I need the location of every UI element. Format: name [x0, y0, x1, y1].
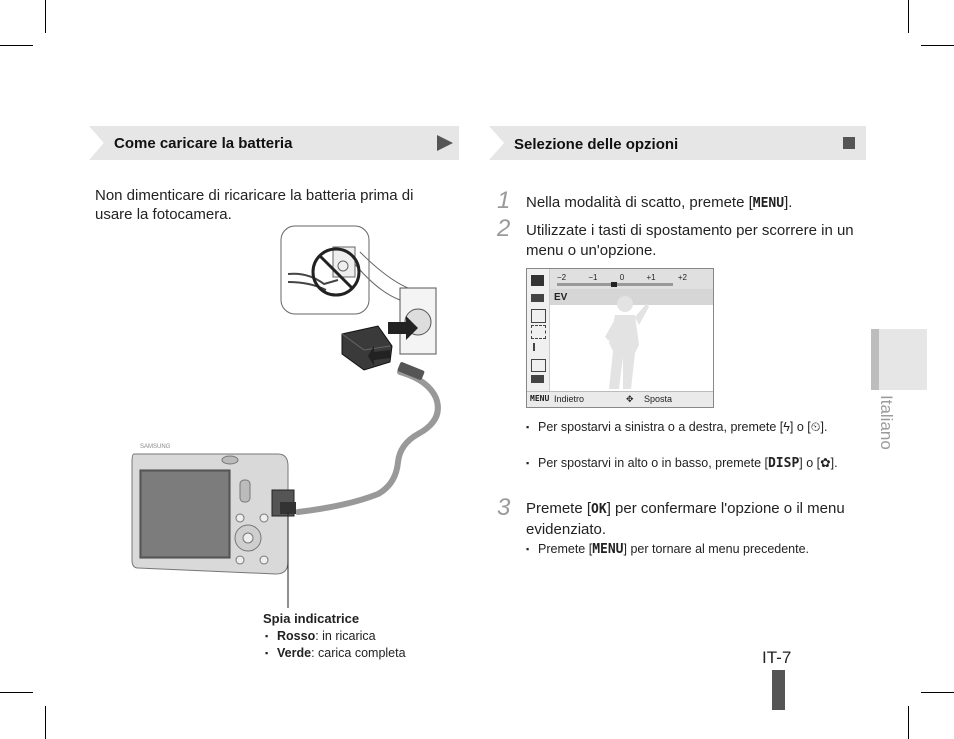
- metering-icon: [531, 359, 546, 372]
- focus-icon: [533, 343, 544, 351]
- bullet-left-right: [526, 418, 838, 436]
- language-tab-edge: [871, 329, 879, 390]
- bullet-text: ] o [: [799, 456, 821, 470]
- language-label: Italiano: [877, 395, 896, 450]
- bullet-text: ].: [820, 420, 828, 434]
- ev-tick-label: −2: [557, 273, 567, 282]
- iso-icon: [531, 294, 544, 302]
- ev-tick-label: +1: [646, 273, 656, 282]
- menu-key: MENU: [592, 542, 624, 557]
- ev-icon: [531, 275, 544, 286]
- caption-term: Rosso: [277, 629, 316, 643]
- menu-key: MENU: [530, 394, 550, 403]
- crop-mark: [45, 706, 46, 739]
- crop-mark: [908, 706, 909, 739]
- move-icon: ✥: [626, 394, 634, 404]
- section-title-left: Come caricare la batteria: [114, 135, 293, 152]
- caption-desc: : carica completa: [311, 646, 406, 660]
- back-label: Indietro: [554, 394, 585, 404]
- crop-mark: [0, 45, 33, 46]
- ev-tick-label: −1: [588, 273, 598, 282]
- caption-desc: : in ricarica: [315, 629, 376, 643]
- step-text: ] per confermare l'opzione o il menu evidenziato.: [526, 500, 845, 538]
- step-2-text: Utilizzate i tasti di spostamento per scorrere in un menu o un'opzione.: [526, 222, 854, 259]
- caption-item-red: [265, 627, 376, 645]
- step-text: Premete [: [526, 500, 592, 517]
- crop-mark: [921, 45, 954, 46]
- timer-icon: ⏲: [810, 420, 821, 434]
- bullet-text: ].: [830, 456, 838, 470]
- caption-term: Verde: [277, 646, 312, 660]
- bullet-text: Per spostarvi a sinistra o a destra, premete [: [538, 420, 784, 434]
- page-marker: [772, 670, 785, 710]
- flash-icon: ϟ: [783, 420, 790, 434]
- ev-scale: [557, 273, 687, 282]
- bullet-up-down: [526, 454, 838, 473]
- bullet-text: ] per tornare al menu precedente.: [623, 542, 810, 556]
- ev-tick-label: 0: [619, 273, 625, 282]
- intro-text: Non dimenticare di ricaricare la batteria prima di usare la fotocamera.: [95, 187, 414, 223]
- macro-icon: ✿: [820, 456, 831, 470]
- bullet-text: ] o [: [789, 420, 811, 434]
- ev-tick-label: +2: [677, 273, 687, 282]
- move-label: Sposta: [644, 394, 673, 404]
- language-tab: [871, 329, 927, 390]
- step-text: Nella modalità di scatto, premete [: [526, 194, 753, 211]
- crop-mark: [921, 692, 954, 693]
- step-number: 2: [497, 215, 511, 242]
- charging-illustration: [128, 222, 458, 622]
- camera-screen: [526, 268, 714, 408]
- crop-mark: [0, 692, 33, 693]
- step-text: ].: [784, 194, 793, 211]
- square-icon: [843, 137, 855, 149]
- menu-key: MENU: [752, 196, 785, 211]
- play-triangle-icon: [436, 134, 454, 152]
- step-3-text: [526, 499, 846, 540]
- bullet-menu-back: [526, 540, 818, 559]
- person-silhouette: [595, 293, 651, 391]
- face-icon: [531, 325, 546, 339]
- ev-marker: [611, 282, 617, 287]
- bullet-text: Per spostarvi in alto o in basso, premete [: [538, 456, 768, 470]
- ok-key: OK: [591, 502, 607, 517]
- wb-icon: [531, 309, 546, 323]
- section-title-right: Selezione delle opzioni: [514, 136, 679, 153]
- ev-label: EV: [554, 292, 568, 303]
- crop-mark: [908, 0, 909, 33]
- caption-item-green: [265, 644, 406, 662]
- drive-icon: [531, 375, 544, 383]
- step-number: 1: [497, 187, 511, 214]
- disp-key: DISP: [767, 456, 800, 471]
- caption-title: Spia indicatrice: [263, 611, 360, 626]
- step-number: 3: [497, 494, 511, 521]
- bullet-text: Premete [: [538, 542, 593, 556]
- page-number: IT-7: [762, 648, 792, 667]
- crop-mark: [45, 0, 46, 33]
- step-1-text: [526, 193, 792, 214]
- svg-text:SAMSUNG: SAMSUNG: [140, 444, 171, 450]
